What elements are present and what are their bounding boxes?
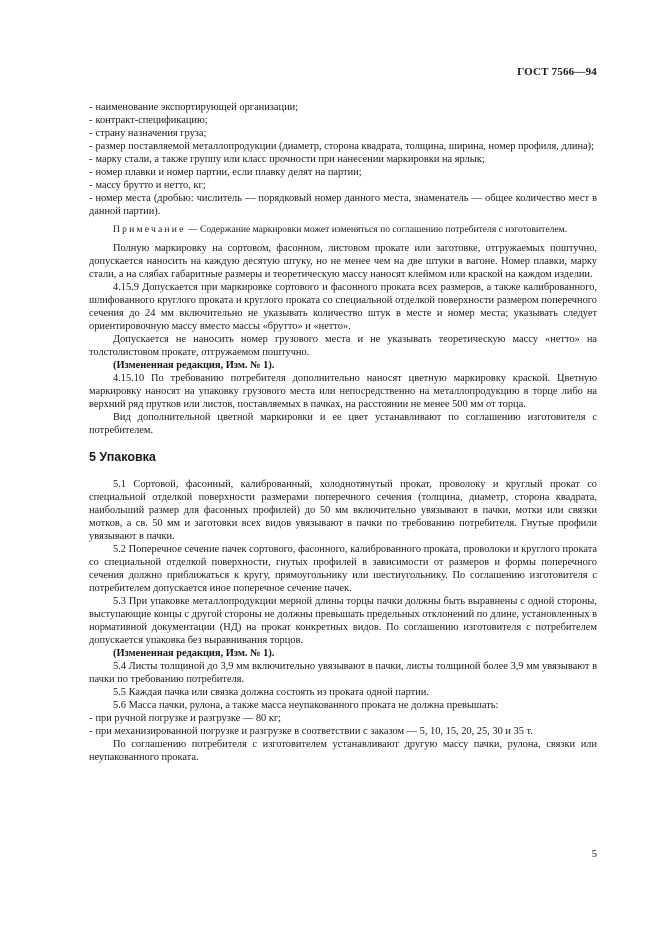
note xyxy=(89,224,597,236)
marking-list xyxy=(89,101,597,218)
amendment-note: (Измененная редакция, Изм. № 1). xyxy=(113,648,275,659)
paragraph-full-marking: Полную маркировку на сортовом, фасонном, листовом прокате или заготовке, отгружаемых поштучно, допускается наносить на каждую десятую штуку, но не менее чем на две штуки в вагоне. Номер плавки, марку стали, а на слябах габаритные размеры и теоретическую массу наносят клеймом или краской на каждом изделии. xyxy=(89,243,597,280)
list-item: - номер места (дробью: числитель — порядковый номер данного места, знаменатель — общее количество мест в данной партии). xyxy=(89,193,597,217)
list-item: - при ручной погрузке и разгрузке — 80 кг; xyxy=(89,713,282,724)
note-text: — Содержание маркировки может изменяться по соглашению потребителя с изготовителем. xyxy=(185,224,568,235)
list-item: - страну назначения груза; xyxy=(89,128,207,139)
section-title: 5 Упаковка xyxy=(89,450,156,464)
list-item: - наименование экспортирующей организации; xyxy=(89,102,299,113)
document-code-header: ГОСТ 7566—94 xyxy=(517,66,597,78)
note-label: Примечание xyxy=(113,224,186,235)
paragraph-5-2: 5.2 Поперечное сечение пачек сортового, фасонного, калиброванного проката, проволоки и круглого проката со специальной отделкой поверхности, гнутых профилей в зависимости от размеров и формы поперечного сечения должно приближаться к кругу, прямоугольнику или шестиугольнику. По соглашению изготовителя с потребителем допускается иное поперечное сечение пачек. xyxy=(89,544,597,594)
list-item: - номер плавки и номер партии, если плавку делят на партии; xyxy=(89,167,362,178)
amendment-note: (Измененная редакция, Изм. № 1). xyxy=(113,360,275,371)
paragraph-color-marking: Вид дополнительной цветной маркировки и ее цвет устанавливают по соглашению изготовителя с потребителем. xyxy=(89,412,597,436)
paragraph-4-15-10: 4.15.10 По требованию потребителя дополнительно наносят цветную маркировку краской. Цветную маркировку наносят на упаковку грузового места или непосредственно на металлопродукцию в торце либо на верхний ряд прутков или листов, поставляемых в пачках, на расстоянии не менее 500 мм от торца. xyxy=(89,373,597,410)
paragraph-5-5: 5.5 Каждая пачка или связка должна состоять из проката одной партии. xyxy=(113,687,429,698)
list-item: - массу брутто и нетто, кг; xyxy=(89,180,206,191)
list-item: - марку стали, а также группу или класс прочности при нанесении маркировки на ярлык; xyxy=(89,154,485,165)
paragraph-5-3: 5.3 При упаковке металлопродукции мерной длины торцы пачки должны быть выравнены с одной стороны, выступающие концы с другой стороны не должны превышать предельных отклонений по длине, установленных в нормативной документации (НД) на прокат конкретных видов. По соглашению изготовителя с потребителем допускается упаковка без выравнивания торцов. xyxy=(89,596,597,646)
document-page xyxy=(89,0,597,936)
page-number: 5 xyxy=(591,849,597,860)
paragraph-final: По соглашению потребителя с изготовителем устанавливают другую массу пачки, рулона, связки или неупакованного проката. xyxy=(89,739,597,763)
list-item: - размер поставляемой металлопродукции (диаметр, сторона квадрата, толщина, ширина, номер профиля, длина); xyxy=(89,141,595,152)
document-body xyxy=(89,101,597,764)
list-item: - при механизированной погрузке и разгрузке в соответствии с заказом — 5, 10, 15, 20, 25, 30 и 35 т. xyxy=(89,726,533,737)
list-item: - контракт-спецификацию; xyxy=(89,115,208,126)
paragraph-5-1: 5.1 Сортовой, фасонный, калиброванный, холоднотянутый прокат, проволоку и круглый прокат со специальной отделкой поверхности размерами поперечного сечения (толщина, диаметр, сторона квадрата, наибольший размер для фасонных профилей) до 50 мм включительно увязывают в пачки, мотки или связки мотков, а св. 50 мм и заготовки всех видов увязывают в пачки по требованию потребителя. Гнутые профили увязывают в пачки. xyxy=(89,479,597,542)
paragraph-5-6: 5.6 Масса пачки, рулона, а также масса неупакованного проката не должна превышать: xyxy=(113,700,499,711)
paragraph-4-15-9: 4.15.9 Допускается при маркировке сортового и фасонного проката всех размеров, а также калиброванного, шлифованного круглого проката и круглого проката со специальной отделкой поверхности размером поперечного сечения до 24 мм включительно не указывать количество штук в месте и номер места; указывать следует ориентировочную массу вместо массы «брутто» и «нетто». xyxy=(89,282,597,332)
paragraph-allowed: Допускается не наносить номер грузового места и не указывать теоретическую массу «нетто» на толстолистовом прокате, отгружаемом поштучно. xyxy=(89,334,597,358)
paragraph-5-4: 5.4 Листы толщиной до 3,9 мм включительно увязывают в пачки, листы толщиной более 3,9 мм увязывают в пачки по требованию потребителя. xyxy=(89,661,597,685)
